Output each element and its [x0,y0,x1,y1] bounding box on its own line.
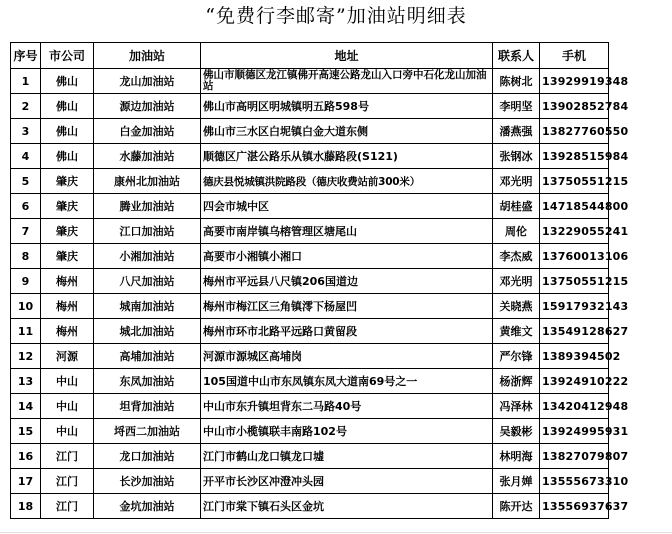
cell-station: 白金加油站 [94,119,201,144]
cell-station: 东凤加油站 [94,369,201,394]
cell-city: 佛山 [41,69,94,94]
table-row [11,169,609,194]
cell-phone: 13555673310 [540,469,609,494]
cell-station: 金坑加油站 [94,494,201,519]
cell-address: 梅州市梅江区三角镇澪下杨屋凹 [201,294,493,319]
table-row [11,494,609,519]
cell-address: 佛山市三水区白坭镇白金大道东侧 [201,119,493,144]
cell-station: 腾业加油站 [94,194,201,219]
cell-address: 开平市长沙区冲澄冲头园 [201,469,493,494]
cell-station: 高埔加油站 [94,344,201,369]
cell-phone: 1389394502 [540,344,609,369]
cell-contact: 冯泽林 [493,394,540,419]
cell-city: 河源 [41,344,94,369]
cell-address: 河源市源城区高埔岗 [201,344,493,369]
cell-city: 中山 [41,419,94,444]
cell-phone: 13924995931 [540,419,609,444]
cell-station: 龙山加油站 [94,69,201,94]
cell-contact: 张钢冰 [493,144,540,169]
cell-contact: 吴毅彬 [493,419,540,444]
cell-contact: 李杰威 [493,244,540,269]
table-row [11,244,609,269]
cell-contact: 李明坚 [493,94,540,119]
cell-contact: 黄维文 [493,319,540,344]
cell-phone: 13420412948 [540,394,609,419]
cell-station: 长沙加油站 [94,469,201,494]
cell-station: 坦背加油站 [94,394,201,419]
cell-contact: 关晓燕 [493,294,540,319]
cell-city: 肇庆 [41,194,94,219]
cell-address-text: 佛山市顺德区龙江镇佛开高速公路龙山入口旁中石化龙山加油站 [203,69,487,92]
table-row [11,369,609,394]
cell-phone: 13760013106 [540,244,609,269]
cell-no: 14 [11,394,41,419]
cell-contact: 胡桂盛 [493,194,540,219]
cell-address: 高要市小湘镇小湘口 [201,244,493,269]
cell-address: 高要市南岸镇乌榕管理区塘尾山 [201,219,493,244]
table-row [11,319,609,344]
cell-city: 江门 [41,469,94,494]
table-row [11,194,609,219]
cell-phone: 13929919348 [540,69,609,94]
cell-contact: 杨浙辉 [493,369,540,394]
table-row [11,69,609,94]
cell-no: 5 [11,169,41,194]
cell-contact: 潘燕强 [493,119,540,144]
cell-phone: 13827760550 [540,119,609,144]
cell-no: 9 [11,269,41,294]
cell-city: 梅州 [41,294,94,319]
cell-contact: 张月婵 [493,469,540,494]
cell-no: 6 [11,194,41,219]
cell-contact: 周伦 [493,219,540,244]
cell-no: 17 [11,469,41,494]
cell-city: 肇庆 [41,219,94,244]
bottom-divider [0,532,672,533]
cell-station: 城南加油站 [94,294,201,319]
cell-phone: 13556937637 [540,494,609,519]
cell-phone: 13902852784 [540,94,609,119]
cell-phone: 13924910222 [540,369,609,394]
cell-address: 江门市鹤山龙口镇龙口墟 [201,444,493,469]
table-row [11,294,609,319]
cell-no: 16 [11,444,41,469]
cell-address: 梅州市环市北路平远路口黄留段 [201,319,493,344]
cell-city: 佛山 [41,144,94,169]
header-station: 加油站 [94,43,201,69]
cell-city: 梅州 [41,319,94,344]
cell-phone: 13928515984 [540,144,609,169]
cell-city: 肇庆 [41,169,94,194]
cell-contact: 陈开达 [493,494,540,519]
cell-address: 江门市棠下镇石头区金坑 [201,494,493,519]
table-row [11,344,609,369]
cell-address: 105国道中山市东凤镇东凤大道南69号之一 [201,369,493,394]
cell-phone: 13750551215 [540,269,609,294]
table-row [11,419,609,444]
cell-city: 中山 [41,394,94,419]
cell-contact: 严尔锋 [493,344,540,369]
cell-station: 小湘加油站 [94,244,201,269]
cell-city: 肇庆 [41,244,94,269]
page-title: “免费行李邮寄”加油站明细表 [205,5,467,27]
cell-phone: 13827079807 [540,444,609,469]
cell-address: 中山市小榄镇联丰南路102号 [201,419,493,444]
cell-contact: 邓光明 [493,169,540,194]
header-no: 序号 [11,43,41,69]
cell-phone: 13549128627 [540,319,609,344]
cell-address: 梅州市平远县八尺镇206国道边 [201,269,493,294]
cell-station: 源边加油站 [94,94,201,119]
header-address: 地址 [201,43,493,69]
cell-address: 中山市东升镇坦背东二马路40号 [201,394,493,419]
cell-no: 13 [11,369,41,394]
cell-no: 8 [11,244,41,269]
table-header-row [11,43,609,69]
cell-city: 江门 [41,444,94,469]
cell-phone: 15917932143 [540,294,609,319]
cell-address: 佛山市高明区明城镇明五路598号 [201,94,493,119]
cell-no: 11 [11,319,41,344]
cell-no: 2 [11,94,41,119]
cell-contact: 林明海 [493,444,540,469]
table-row [11,394,609,419]
cell-no: 3 [11,119,41,144]
cell-address: 四会市城中区 [201,194,493,219]
cell-city: 佛山 [41,119,94,144]
cell-city: 中山 [41,369,94,394]
table-row [11,444,609,469]
table-row [11,119,609,144]
cell-phone: 13750551215 [540,169,609,194]
cell-station: 城北加油站 [94,319,201,344]
cell-phone: 14718544800 [540,194,609,219]
cell-address: 顺德区广湛公路乐从镇水藤路段(S121) [201,144,493,169]
cell-no: 18 [11,494,41,519]
cell-station: 水藤加油站 [94,144,201,169]
cell-address [201,69,493,94]
table-row [11,469,609,494]
table-row [11,269,609,294]
cell-no: 15 [11,419,41,444]
table-row [11,219,609,244]
cell-station: 江口加油站 [94,219,201,244]
station-table [10,42,629,519]
cell-station: 康州北加油站 [94,169,201,194]
cell-station: 八尺加油站 [94,269,201,294]
table-row [11,144,609,169]
table-row [11,94,609,119]
cell-no: 4 [11,144,41,169]
cell-contact: 陈树北 [493,69,540,94]
cell-no: 1 [11,69,41,94]
cell-no: 10 [11,294,41,319]
cell-phone: 13229055241 [540,219,609,244]
cell-city: 佛山 [41,94,94,119]
header-phone: 手机 [540,43,609,69]
cell-no: 7 [11,219,41,244]
header-city: 市公司 [41,43,94,69]
cell-no: 12 [11,344,41,369]
cell-contact: 邓光明 [493,269,540,294]
cell-city: 江门 [41,494,94,519]
cell-station: 埒西二加油站 [94,419,201,444]
header-contact: 联系人 [493,43,540,69]
cell-city: 梅州 [41,269,94,294]
cell-station: 龙口加油站 [94,444,201,469]
cell-address: 德庆县悦城镇洪院路段（德庆收费站前300米） [201,169,493,194]
